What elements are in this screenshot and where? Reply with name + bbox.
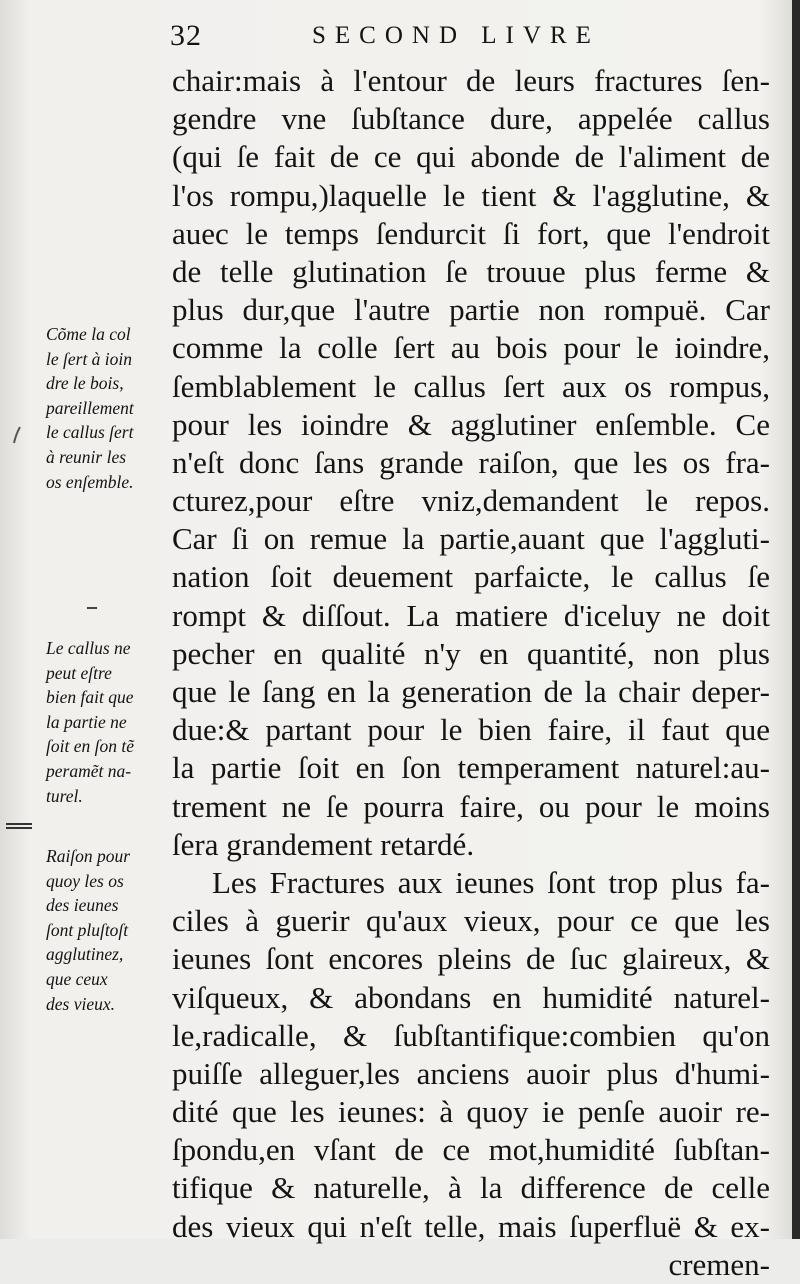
running-head: SECOND LIVRE [312,22,600,49]
margin-note-line: des vieux. [46,993,115,1014]
margin-note [46,844,172,1016]
text-line: ſpondu,en vſant de ce mot,humidité ſubſtan- [172,1132,770,1168]
catchword: cremen- [668,1246,770,1282]
text-line: Car ſi on remue la partie,auant que l'aggluti- [172,521,770,557]
text-line: comme la colle ſert au bois pour le ioindre, [172,330,770,366]
text-line: pour les ioindre & agglutiner enſemble. Ce [172,406,770,442]
text-line: la partie ſoit en ſon temperament naturel:au- [172,750,770,786]
margin-dash-mark [86,605,98,611]
text-line: plus dur,que l'autre partie non rompuë. Car [172,292,770,328]
text-line: due:& partant pour le bien faire, il faut que [172,712,770,748]
text-line: ſemblablement le callus ſert aux os rompus, [172,368,770,404]
margin-note-line: le ſert à ioin [46,348,133,369]
margin-note-line: turel. [46,785,83,806]
margin-note-line: la partie ne [46,711,127,732]
text-line: que le ſang en la generation de la chair deper- [172,674,770,709]
margin-note [46,636,172,808]
text-line: auec le temps ſendurcit ſi fort, que l'endroit [172,215,770,251]
page-number: 32 [170,19,202,52]
margin-note-line: agglutinez, [46,944,124,965]
text-line: trement ne ſe pourra faire, ou pour le moins [172,788,770,824]
text-line: ſera grandement retardé. [172,826,475,862]
margin-note-line: Cõme la col [46,324,131,344]
margin-note-line: ſont pluſtoſt [46,919,129,940]
margin-arrow-mark [4,820,34,832]
text-line: viſqueux, & abondans en humidité naturel- [172,979,770,1015]
text-line: dité que les ieunes: à quoy ie penſe auoir re- [172,1094,770,1130]
text-line: cturez,pour eſtre vniz,demandent le repos. [172,483,770,519]
page-header [170,18,770,54]
body-text [172,62,770,1284]
page-edge-shadow [792,0,800,1239]
margin-note-line: pareillement [46,397,134,418]
margin-note-line: ſoit en ſon tẽ [46,736,134,757]
text-line: pecher en qualité n'y en quantité, non plus [172,635,770,671]
text-line: tifique & naturelle, à la difference de celle [172,1170,770,1206]
text-line: ciles à guerir qu'aux vieux, pour ce que les [172,903,770,939]
margin-note-line: bien fait que [46,687,134,708]
text-line: puiſſe alleguer,les anciens auoir plus d'humi- [172,1055,770,1091]
text-line: ieunes ſont encores pleins de ſuc glaireux, & [172,941,770,977]
margin-note-line: que ceux [46,968,108,989]
text-line: rompt & diſſout. La matiere d'iceluy ne doit [172,597,770,633]
margin-note-line: des ieunes [46,895,119,916]
margin-note-line: Le callus ne [46,638,131,658]
margin-note-line: Raiſon pour [46,846,131,866]
text-line: gendre vne ſubſtance dure, appelée callus [172,101,770,137]
margin-note [46,322,172,494]
text-line: nation ſoit deuement parfaicte, le callus ſe [172,559,770,595]
margin-note-line: quoy les os [46,870,124,891]
text-line: de telle glutination ſe trouue plus ferme & [172,253,770,289]
margin-note-line: dre le bois, [46,373,124,394]
margin-note-line: à reunir les [46,446,127,467]
text-line: (qui ſe fait de ce qui abonde de l'aliment de [172,139,770,175]
text-line: le,radicalle, & ſubſtantifique:combien qu'on [172,1017,770,1053]
text-line: des vieux qui n'eſt telle, mais ſuperfluë & ex- [172,1208,770,1244]
text-line: Les Fractures aux ieunes ſont trop plus fa- [212,864,770,900]
text-line: l'os rompu,)laquelle le tient & l'agglutine, & [172,177,770,213]
text-line: n'eſt donc ſans grande raiſon, que les os fra- [172,444,770,480]
margin-stroke-mark [10,425,24,445]
margin-note-line: peramẽt na- [46,760,132,781]
margin-note-line: le callus ſert [46,422,134,443]
text-line: chair:mais à l'entour de leurs fractures ſen- [172,63,770,98]
margin-note-line: os enſemble. [46,471,134,492]
margin-note-line: peut eſtre [46,662,112,683]
